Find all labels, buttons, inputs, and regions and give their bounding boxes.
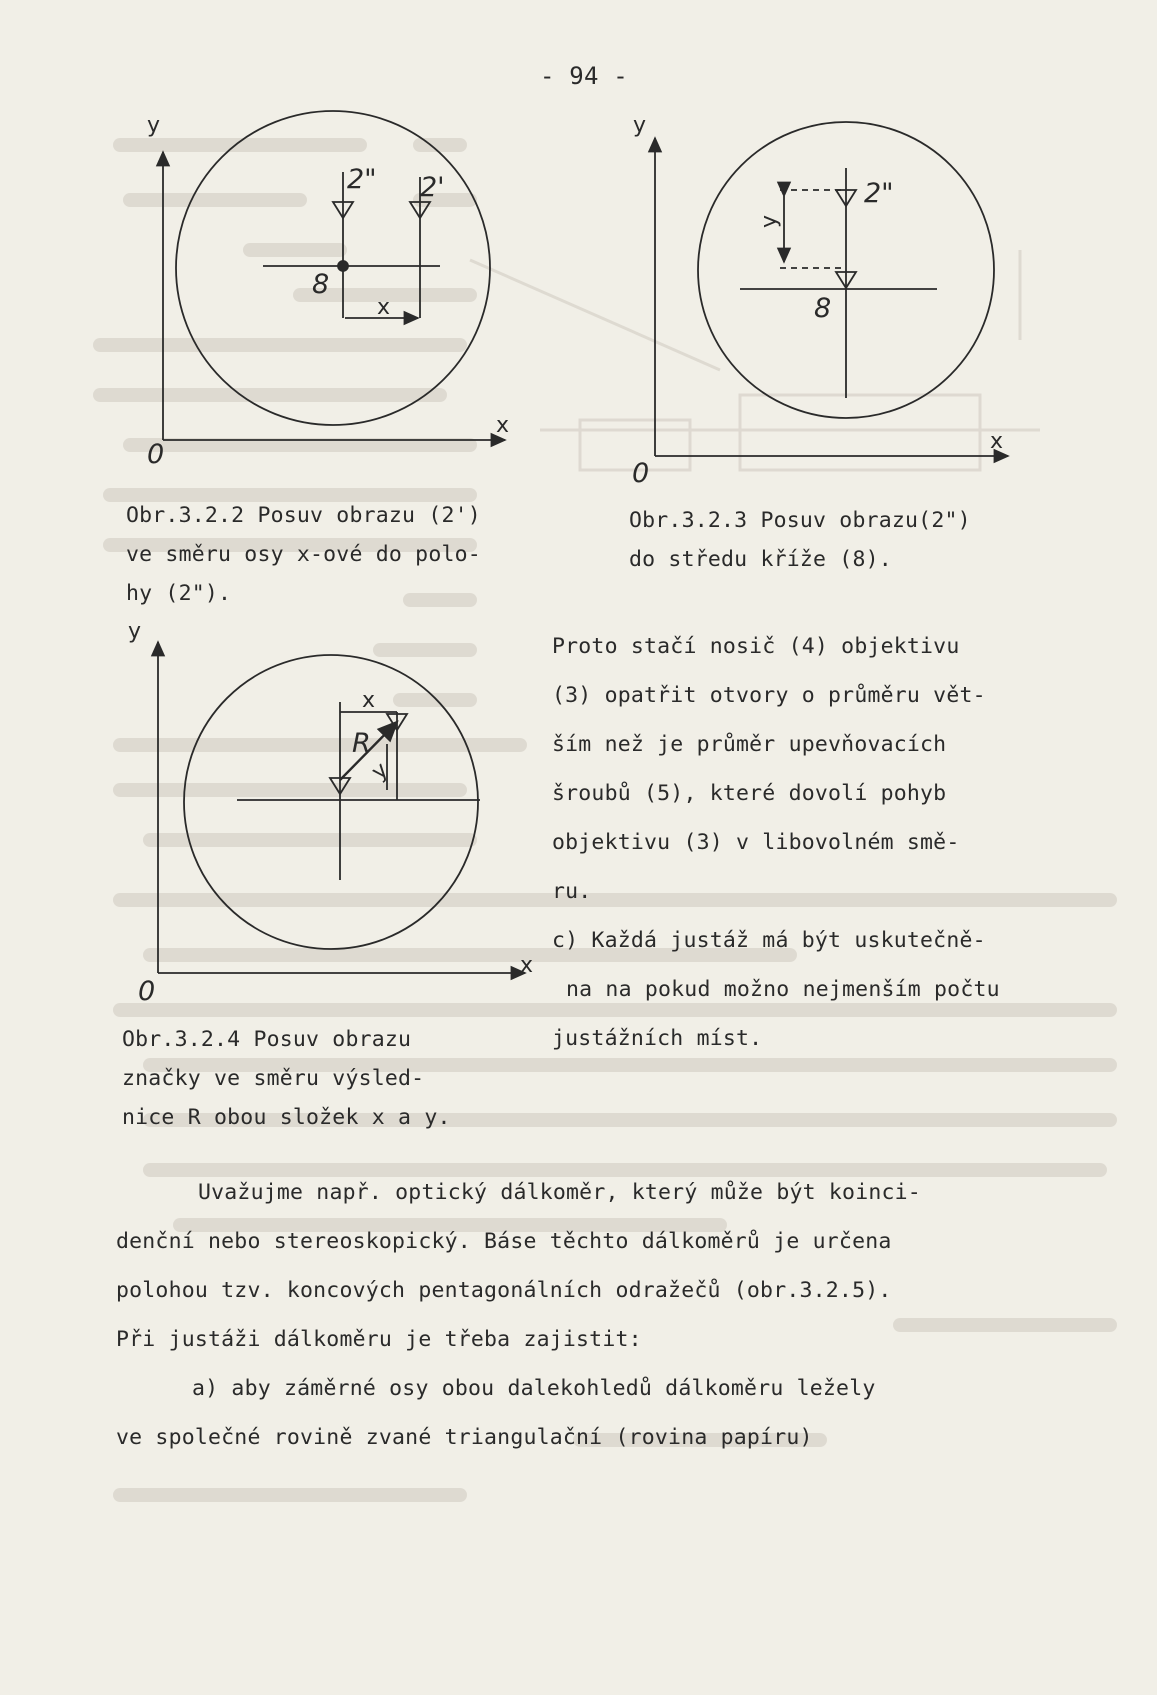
right-text-line1: Proto stačí nosič (4) objektivu xyxy=(552,634,960,659)
fig1-y-label: y xyxy=(147,113,161,138)
body-text-line3: polohou tzv. koncových pentagonálních odražečů (obr.3.2.5). xyxy=(116,1278,892,1303)
fig1-label-x-dimension: x xyxy=(377,295,391,320)
fig1-x-label: x xyxy=(496,413,510,438)
caption-fig3-line1: Obr.3.2.4 Posuv obrazu xyxy=(122,1027,412,1052)
body-text-line1: Uvažujme např. optický dálkoměr, který může být koinci- xyxy=(198,1180,921,1205)
fig3-field-circle xyxy=(184,655,478,949)
body-text-line2: denční nebo stereoskopický. Báse těchto dálkoměrů je určena xyxy=(116,1229,892,1254)
right-text-line5: objektivu (3) v libovolném smě- xyxy=(552,830,960,855)
fig1-field-circle xyxy=(176,111,490,425)
body-text-line6: ve společné rovině zvané triangulační (rovina papíru) xyxy=(116,1425,813,1450)
right-text-line4: šroubů (5), které dovolí pohyb xyxy=(552,781,947,806)
fig2-label-y-dimension: y xyxy=(757,214,782,228)
fig1-label-8: 8 xyxy=(312,269,330,300)
caption-fig1-line2: ve směru osy x-ové do polo- xyxy=(126,542,481,567)
figure-3-2-2 xyxy=(163,111,505,440)
fig3-label-y: y xyxy=(367,757,394,786)
fig2-label-2dd: 2" xyxy=(864,178,894,209)
fig2-y-label: y xyxy=(633,113,647,138)
caption-fig2-line1: Obr.3.2.3 Posuv obrazu(2") xyxy=(629,508,971,533)
fig2-origin-label: 0 xyxy=(632,458,650,489)
fig3-origin-label: 0 xyxy=(138,976,156,1007)
fig1-label-2d: 2' xyxy=(420,172,445,203)
right-text-line6: ru. xyxy=(552,879,592,904)
fig2-x-label: x xyxy=(990,429,1004,454)
caption-fig3-line3: nice R obou složek x a y. xyxy=(122,1105,451,1130)
caption-fig3-line2: značky ve směru výsled- xyxy=(122,1066,425,1091)
right-text-line7: c) Každá justáž má být uskutečně- xyxy=(552,928,986,953)
fig3-label-x: x xyxy=(362,688,376,713)
page-number: - 94 - xyxy=(540,62,628,90)
right-text-line3: ším než je průměr upevňovacích xyxy=(552,732,947,757)
fig3-x-label: x xyxy=(520,953,534,978)
caption-fig2-line2: do středu kříže (8). xyxy=(629,547,892,572)
body-text-line5: a) aby záměrné osy obou dalekohledů dálkoměru ležely xyxy=(192,1376,876,1401)
fig1-center-dot xyxy=(338,261,348,271)
figure-3-2-3 xyxy=(655,122,1008,456)
fig1-label-2dd: 2" xyxy=(347,164,377,195)
right-text-line2: (3) opatřit otvory o průměru vět- xyxy=(552,683,986,708)
fig3-y-label: y xyxy=(128,619,142,644)
fig1-origin-label: 0 xyxy=(147,439,165,470)
figure-3-2-4 xyxy=(158,642,525,973)
right-text-line8: na na pokud možno nejmenším počtu xyxy=(566,977,1000,1002)
fig2-label-8: 8 xyxy=(814,293,832,324)
fig3-label-R: R xyxy=(352,728,371,759)
right-text-line9: justážních míst. xyxy=(552,1026,763,1051)
caption-fig1-line3: hy (2"). xyxy=(126,581,232,606)
caption-fig1-line1: Obr.3.2.2 Posuv obrazu (2') xyxy=(126,503,481,528)
body-text-line4: Při justáži dálkoměru je třeba zajistit: xyxy=(116,1327,642,1352)
